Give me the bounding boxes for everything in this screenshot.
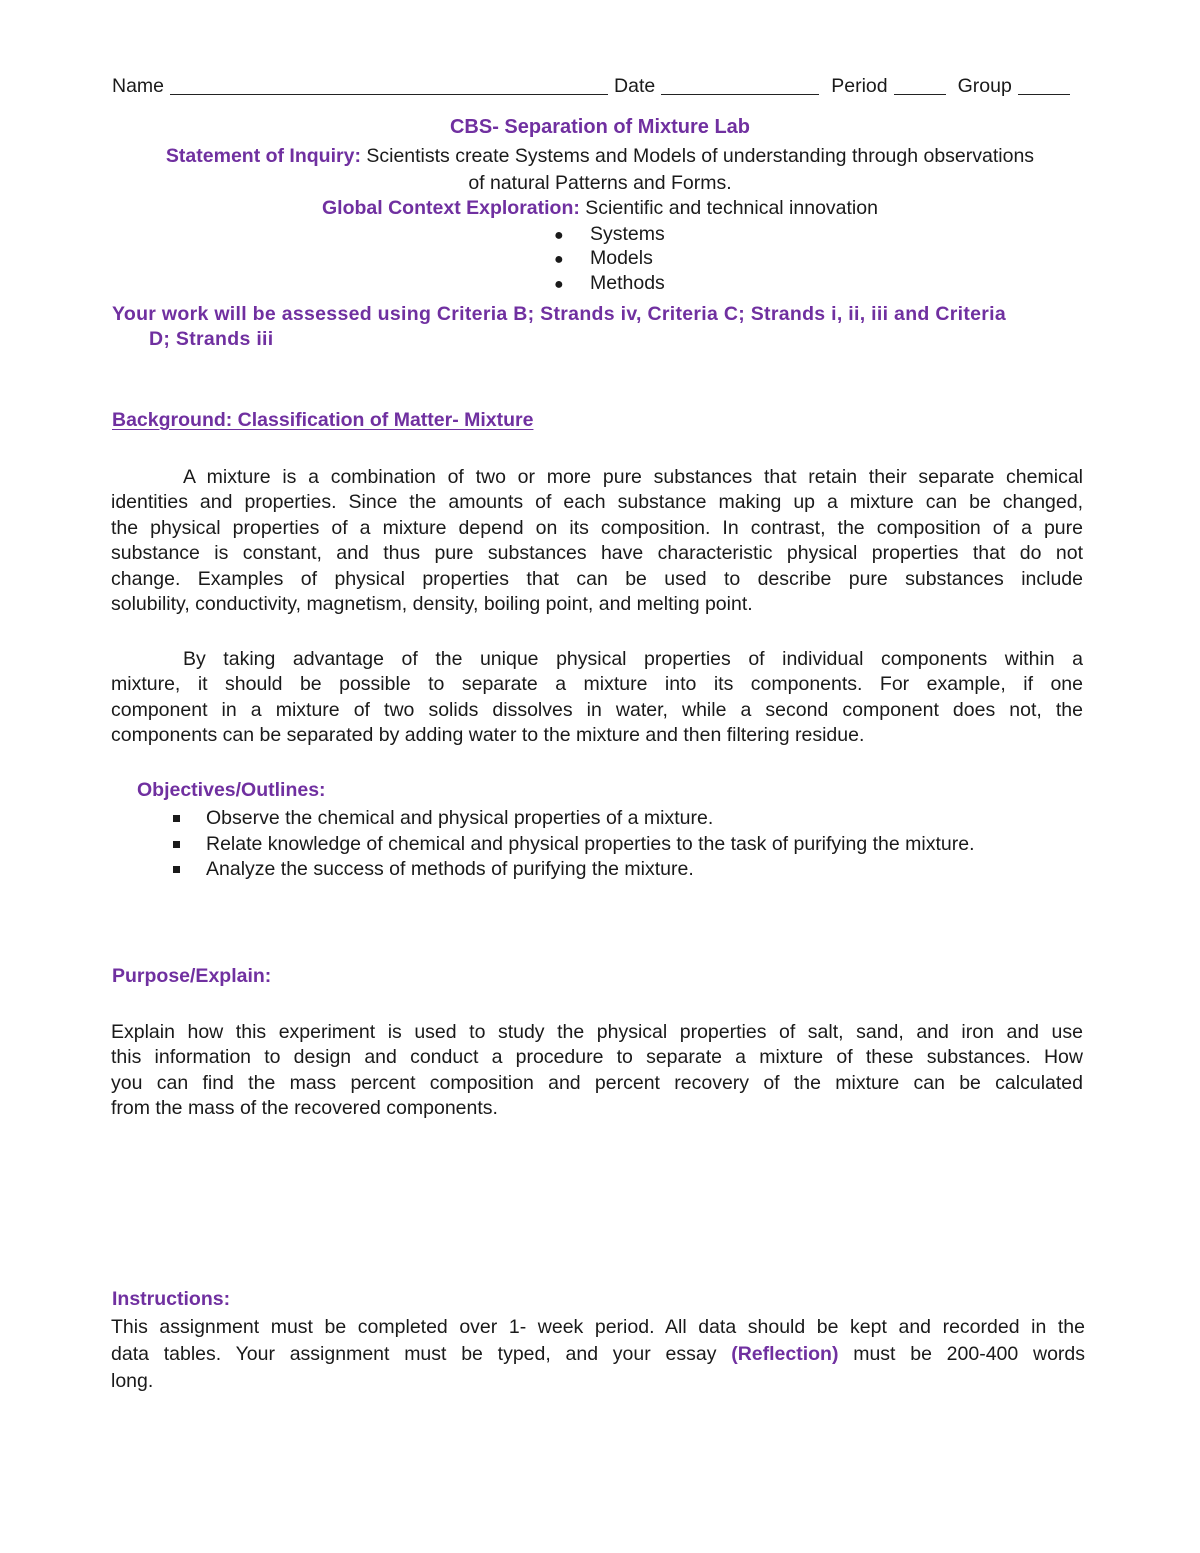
statement-of-inquiry-text-cont: of natural Patterns and Forms. <box>468 172 732 194</box>
instructions-line-2: data tables. Your assignment must be typed, and your essay (Reflection) must be 200-400 words <box>111 1343 1085 1365</box>
statement-of-inquiry-text: Scientists create Systems and Models of understanding through observations <box>360 145 1035 167</box>
square-bullet-icon <box>170 857 206 883</box>
global-context-text: Scientific and technical innovation <box>579 197 878 219</box>
name-field[interactable] <box>170 76 608 95</box>
date-field[interactable] <box>661 76 819 95</box>
student-info-header <box>112 72 1087 98</box>
list-item: Analyze the success of methods of purifying the mixture. <box>170 857 1050 883</box>
date-label: Date <box>614 75 656 97</box>
name-label: Name <box>112 75 165 97</box>
bullet-dot-icon: ● <box>554 251 564 268</box>
group-field[interactable] <box>1018 76 1070 95</box>
global-context <box>110 197 1090 220</box>
background-heading: Background: Classification of Matter- Mixture <box>112 409 534 431</box>
period-label: Period <box>831 75 888 97</box>
document-title: CBS- Separation of Mixture Lab <box>449 116 751 138</box>
bullet-item: ● Methods <box>554 272 665 294</box>
instructions-paragraph: This assignment must be completed over 1- week period. All data should be kept and recorded in the data tables. Your assignment must be typed, and your essay (Reflection) must be 200-400 words long. <box>111 1316 1085 1392</box>
bullet-dot-icon: ● <box>554 227 564 244</box>
background-paragraph-1: A mixture is a combination of two or more pure substances that retain their separate chemical identities and properties. Since the amounts of each substance making up a mixture can be changed, the physical properties of a mixture depend on its composition. In contrast, the composition of a pure substance is constant, and thus pure substances have characteristic physical properties that do not change. Examples of physical properties that can be used to describe pure substances include solubility, conductivity, magnetism, density, boiling point, and melting point. <box>111 466 1083 615</box>
background-paragraph-2: By taking advantage of the unique physical properties of individual components within a mixture, it should be possible to separate a mixture into its components. For example, if one component in a mixture of two solids dissolves in water, while a second component does not, the components can be separated by adding water to the mixture and then filtering residue. <box>111 648 1083 747</box>
assessment-criteria: Your work will be assessed using Criteria B; Strands iv, Criteria C; Strands i, ii, iii and Criteria D; Strands iii <box>112 303 1007 350</box>
purpose-heading: Purpose/Explain: <box>112 965 272 987</box>
global-context-label: Global Context Exploration: <box>322 197 580 219</box>
instructions-heading: Instructions: <box>112 1288 231 1310</box>
reflection-highlight: (Reflection) <box>731 1343 839 1365</box>
square-bullet-icon <box>170 832 206 858</box>
objectives-list <box>170 806 1050 883</box>
statement-of-inquiry-label: Statement of Inquiry: <box>165 145 361 167</box>
group-label: Group <box>957 75 1012 97</box>
square-bullet-icon <box>170 806 206 832</box>
purpose-paragraph: Explain how this experiment is used to study the physical properties of salt, sand, and iron and use this information to design and conduct a procedure to separate a mixture of these substances. How you can find the mass percent composition and percent recovery of the mixture can be calculated from the mass of the recovered components. <box>111 1021 1083 1120</box>
period-field[interactable] <box>894 76 946 95</box>
bullet-item: ● Systems <box>554 223 665 245</box>
bullet-dot-icon: ● <box>554 276 564 293</box>
objectives-heading: Objectives/Outlines: <box>137 779 326 801</box>
list-item: Observe the chemical and physical properties of a mixture. <box>170 806 1050 832</box>
statement-of-inquiry <box>110 143 1090 197</box>
list-item: Relate knowledge of chemical and physical properties to the task of purifying the mixture. <box>170 832 1050 858</box>
bullet-item: ● Models <box>554 247 653 269</box>
